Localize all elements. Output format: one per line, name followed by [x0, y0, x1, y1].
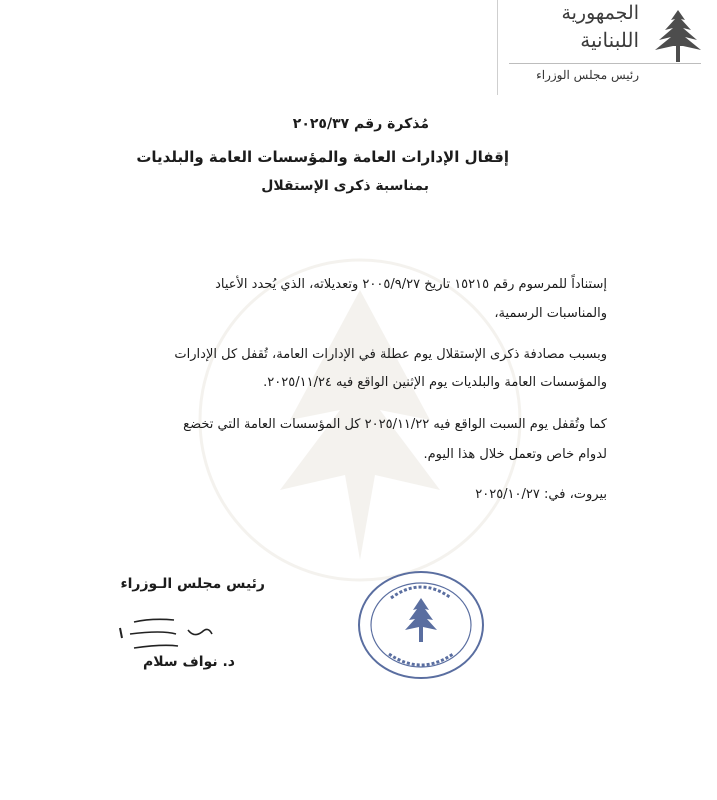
republic-line1: الجمهورية [561, 2, 639, 24]
official-seal [355, 568, 487, 682]
signatory-name: د. نواف سلام [142, 654, 235, 670]
office-title: رئيس مجلس الوزراء [536, 68, 639, 82]
republic-line2: اللبنانية [580, 28, 639, 52]
paragraph-3-line-1: كما وتُقفل يوم السبت الواقع فيه ٢٠٢٥/١١/٢٢ كل المؤسسات العامة التي تخضع [183, 417, 607, 432]
signatory-title: رئيس مجلس الـوزراء [120, 576, 265, 592]
paragraph-3-line-2: لدوام خاص وتعمل خلال هذا اليوم. [423, 447, 607, 462]
memo-occasion: بمناسبة ذكرى الإستقلال [261, 178, 429, 194]
memo-subject: إقفال الإدارات العامة والمؤسسات العامة والبلديات [136, 148, 509, 166]
cedar-emblem-icon [647, 6, 709, 66]
letterhead-divider [497, 0, 498, 95]
issue-date: بيروت، في: ٢٠٢٥/١٠/٢٧ [475, 487, 607, 502]
letterhead [509, 0, 709, 95]
paragraph-2-line-2: والمؤسسات العامة والبلديات يوم الإثنين الواقع فيه ٢٠٢٥/١١/٢٤. [263, 375, 607, 390]
paragraph-1-line-1: إستناداً للمرسوم رقم ١٥٢١٥ تاريخ ٢٠٠٥/٩/٢٧ وتعديلاته، الذي يُحدد الأعياد [215, 277, 607, 292]
letterhead-rule [509, 63, 701, 64]
paragraph-1-line-2: والمناسبات الرسمية، [494, 306, 607, 321]
paragraph-2-line-1: وبسبب مصادفة ذكرى الإستقلال يوم عطلة في الإدارات العامة، تُقفل كل الإدارات [174, 347, 607, 362]
memo-number: مُذكرة رقم ٢٠٢٥/٣٧ [292, 116, 429, 132]
